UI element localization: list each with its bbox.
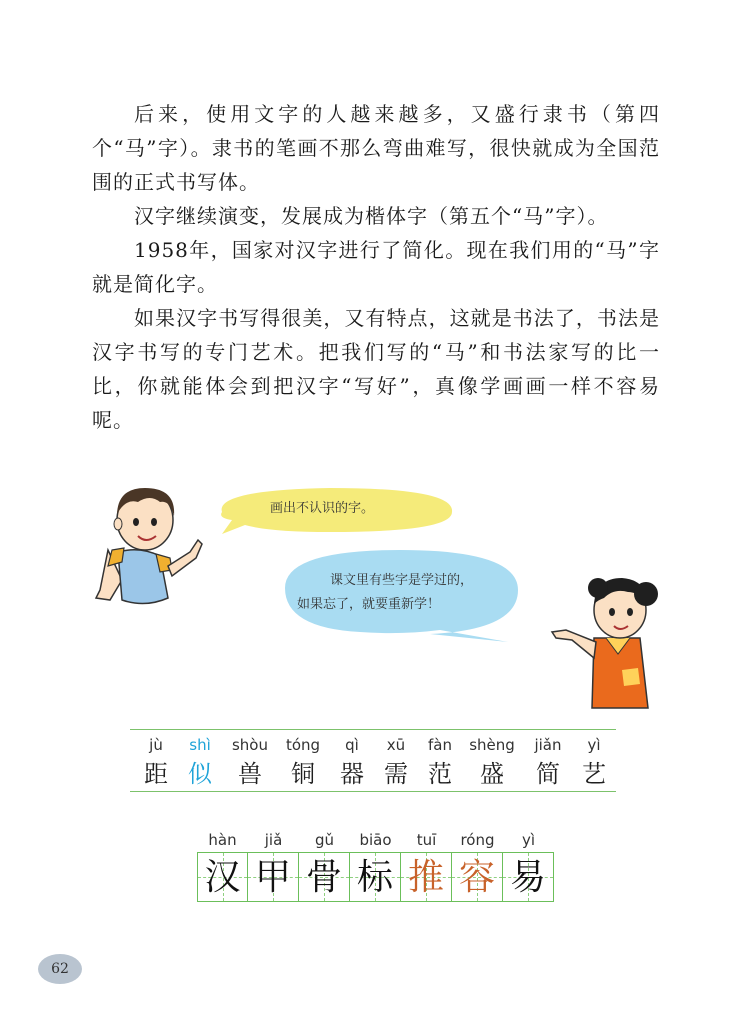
writing-grid (197, 852, 554, 902)
vocab-item (138, 736, 174, 789)
vocab-item (282, 736, 324, 789)
boy-figure (96, 488, 202, 604)
hanzi: 需 (384, 760, 408, 788)
pinyin: tuī (416, 831, 437, 849)
hanzi: 推 (407, 857, 444, 898)
vocab-bottom-rule (130, 791, 616, 792)
vocab-item (182, 736, 218, 789)
hanzi: 范 (428, 760, 452, 788)
vocab-list (138, 736, 616, 788)
hanzi: 汉 (204, 857, 241, 898)
vocab-item (466, 736, 518, 789)
hanzi: 艺 (582, 760, 606, 788)
vocab-item (334, 736, 370, 789)
hanzi: 似 (188, 760, 212, 788)
hanzi: 甲 (254, 857, 291, 898)
hanzi: 骨 (305, 857, 342, 898)
paragraph-2: 汉字继续演变，发展成为楷体字（第五个“马”字）。 (134, 204, 609, 228)
girl-bubble-text-line1: 课文里有些字是学过的， (330, 573, 474, 588)
vocab-item (576, 736, 612, 789)
boy-bubble-text: 画出不认识的字。 (270, 501, 375, 516)
girl-bubble-text-line2: 如果忘了，就要重新学！ (297, 597, 441, 612)
pinyin: jiǎn (534, 736, 562, 754)
writing-pinyin-row (197, 831, 554, 849)
grid-cell (248, 852, 299, 902)
page-number: 62 (38, 954, 82, 984)
pinyin: xū (386, 736, 406, 754)
grid-cell (350, 852, 401, 902)
hanzi: 铜 (291, 760, 315, 788)
paragraph-1: 后来，使用文字的人越来越多，又盛行隶书（第四个“马”字）。隶书的笔画不那么弯曲难写，很快就成为全国范围的正式书写体。 (92, 102, 660, 194)
hanzi: 简 (536, 760, 560, 788)
hanzi: 易 (509, 857, 546, 898)
girl-figure (552, 578, 658, 708)
vocab-item (378, 736, 414, 789)
grid-cell (401, 852, 452, 902)
hanzi: 距 (144, 760, 168, 788)
hanzi: 标 (356, 857, 393, 898)
pinyin: shì (189, 736, 211, 754)
hanzi: 兽 (238, 760, 262, 788)
vocab-item (422, 736, 458, 789)
hanzi: 器 (340, 760, 364, 788)
pinyin: hàn (208, 831, 237, 849)
pinyin: yì (521, 831, 536, 849)
pinyin: biāo (359, 831, 392, 849)
vocab-top-rule (130, 729, 616, 730)
pinyin: qì (345, 736, 359, 754)
pinyin: fàn (428, 736, 452, 754)
grid-cell (452, 852, 503, 902)
hanzi: 容 (458, 857, 495, 898)
pinyin: tóng (285, 736, 321, 754)
grid-cell (503, 852, 554, 902)
grid-cell (299, 852, 350, 902)
pinyin: yì (587, 736, 601, 754)
grid-cell (197, 852, 248, 902)
pinyin: shòu (231, 736, 268, 754)
pinyin: gǔ (314, 831, 335, 849)
paragraph-3: 1958年，国家对汉字进行了简化。现在我们用的“马”字就是简化字。 (92, 238, 660, 296)
vocab-item (528, 736, 568, 789)
hanzi: 盛 (480, 760, 504, 788)
pinyin: shèng (469, 736, 515, 754)
pinyin: jù (149, 736, 163, 754)
paragraph-4: 如果汉字书写得很美，又有特点，这就是书法了，书法是汉字书写的专门艺术。把我们写的“马”和书法家写的比一比，你就能体会到把汉字“写好”，真像学画画一样不容易呢。 (92, 306, 660, 432)
pinyin: jiǎ (264, 831, 283, 849)
vocab-item (228, 736, 272, 789)
pinyin: róng (460, 831, 495, 849)
